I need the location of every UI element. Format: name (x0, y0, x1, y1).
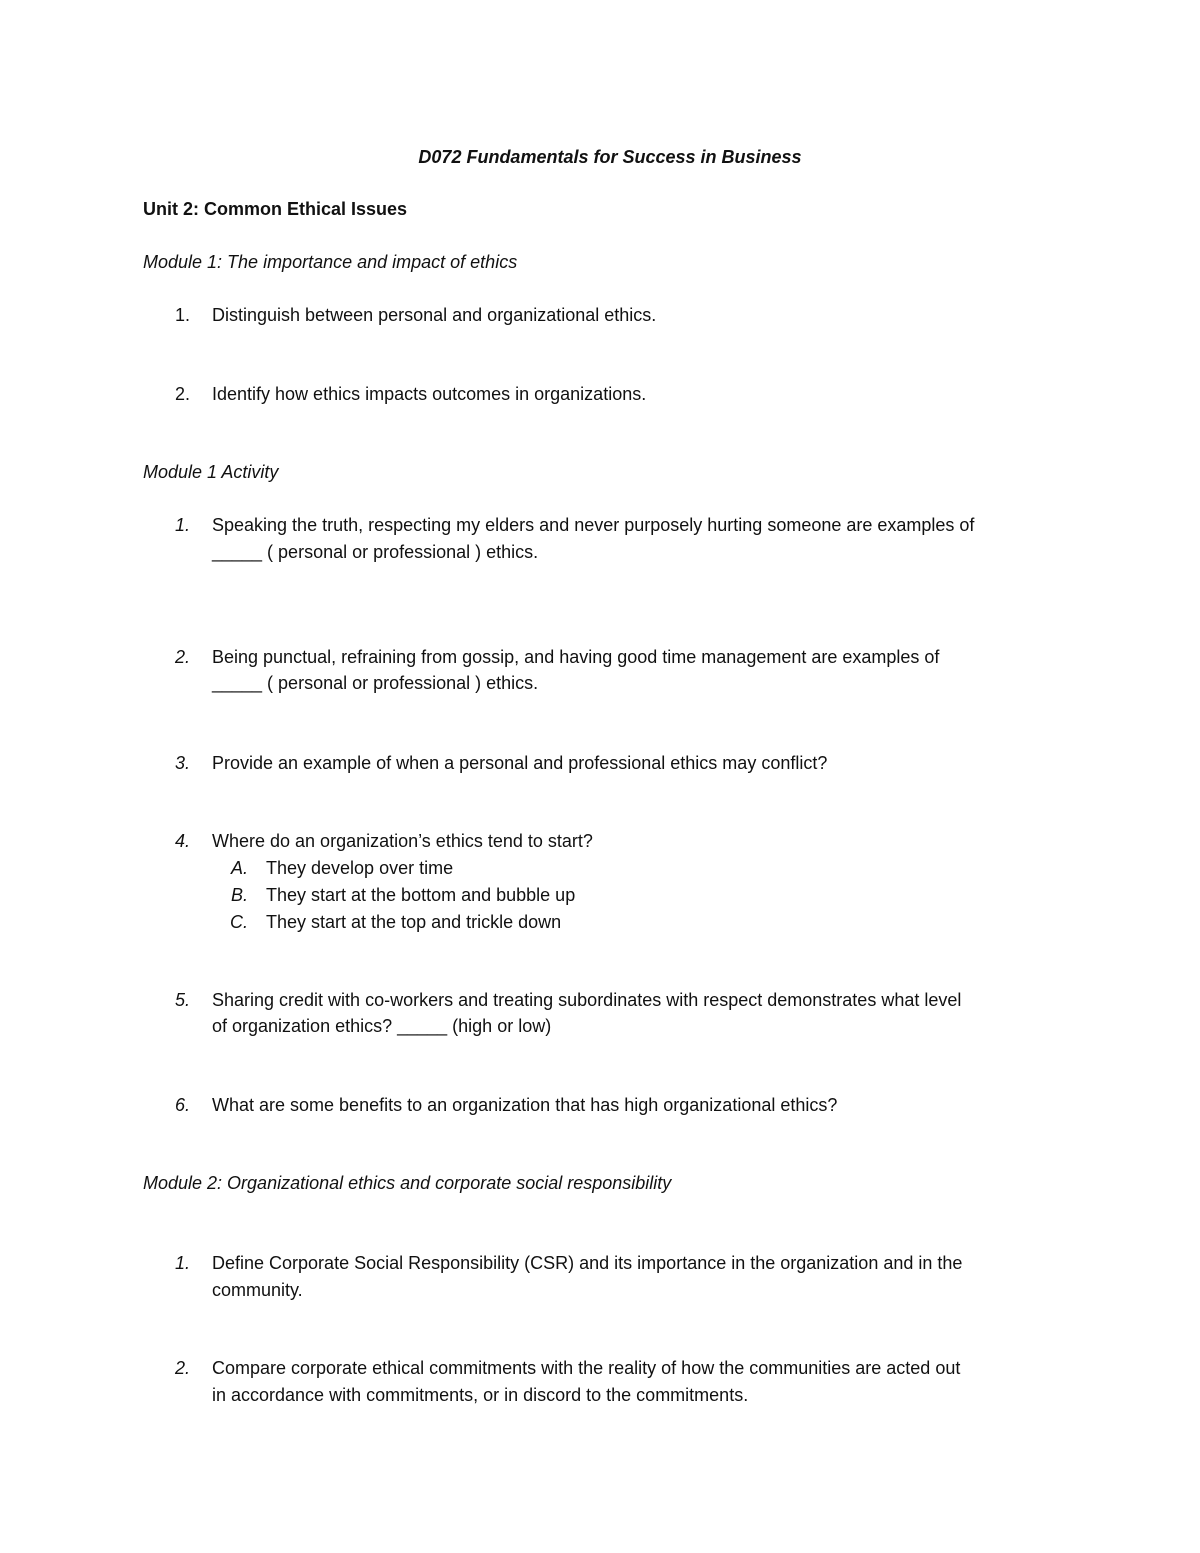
activity-item-number: 6. (174, 1095, 190, 1115)
activity-item-number: 5. (174, 990, 190, 1010)
unit-heading: Unit 2: Common Ethical Issues (143, 199, 408, 219)
activity-item-text: Speaking the truth, respecting my elders and never purposely hurting someone are examples of (212, 515, 975, 535)
activity-item-number: 1. (174, 515, 190, 535)
option-letter: B. (230, 885, 248, 905)
module1-item-text: Distinguish between personal and organizational ethics. (212, 305, 657, 325)
activity-item-text: Being punctual, refraining from gossip, and having good time management are examples of (212, 647, 940, 667)
module1-item-number: 2. (174, 384, 190, 404)
activity-item-text: What are some benefits to an organization that has high organizational ethics? (212, 1095, 838, 1115)
activity-item-number: 4. (174, 831, 190, 851)
module2-item-number: 2. (174, 1358, 190, 1378)
option-letter: C. (230, 912, 248, 932)
module1-item-text: Identify how ethics impacts outcomes in organizations. (212, 384, 647, 404)
module2-heading: Module 2: Organizational ethics and corporate social responsibility (143, 1173, 672, 1193)
activity-item-text-continued: _____ ( personal or professional ) ethics. (212, 542, 539, 562)
activity-item-text-continued: _____ ( personal or professional ) ethics. (212, 673, 539, 693)
module1-item-number: 1. (174, 305, 190, 325)
document-title: D072 Fundamentals for Success in Business (418, 147, 802, 167)
option-letter: A. (230, 858, 248, 878)
activity-item-number: 3. (174, 753, 190, 773)
option-text: They develop over time (266, 858, 454, 878)
module2-item-text-continued: community. (212, 1280, 303, 1300)
module2-item-number: 1. (174, 1253, 190, 1273)
module2-item-text-continued: in accordance with commitments, or in discord to the commitments. (212, 1385, 749, 1405)
option-text: They start at the bottom and bubble up (266, 885, 576, 905)
activity-item-text: Where do an organization’s ethics tend to start? (212, 831, 593, 851)
activity-item-text: Provide an example of when a personal and professional ethics may conflict? (212, 753, 828, 773)
module2-item-text: Compare corporate ethical commitments with the reality of how the communities are acted out (212, 1358, 961, 1378)
module2-item-text: Define Corporate Social Responsibility (CSR) and its importance in the organization and in the (212, 1253, 963, 1273)
module1-activity-heading: Module 1 Activity (143, 462, 279, 482)
option-text: They start at the top and trickle down (266, 912, 562, 932)
activity-item-text-continued: of organization ethics? _____ (high or low) (212, 1016, 552, 1036)
module1-heading: Module 1: The importance and impact of ethics (143, 252, 518, 272)
activity-item-number: 2. (174, 647, 190, 667)
activity-item-text: Sharing credit with co-workers and treating subordinates with respect demonstrates what level (212, 990, 962, 1010)
